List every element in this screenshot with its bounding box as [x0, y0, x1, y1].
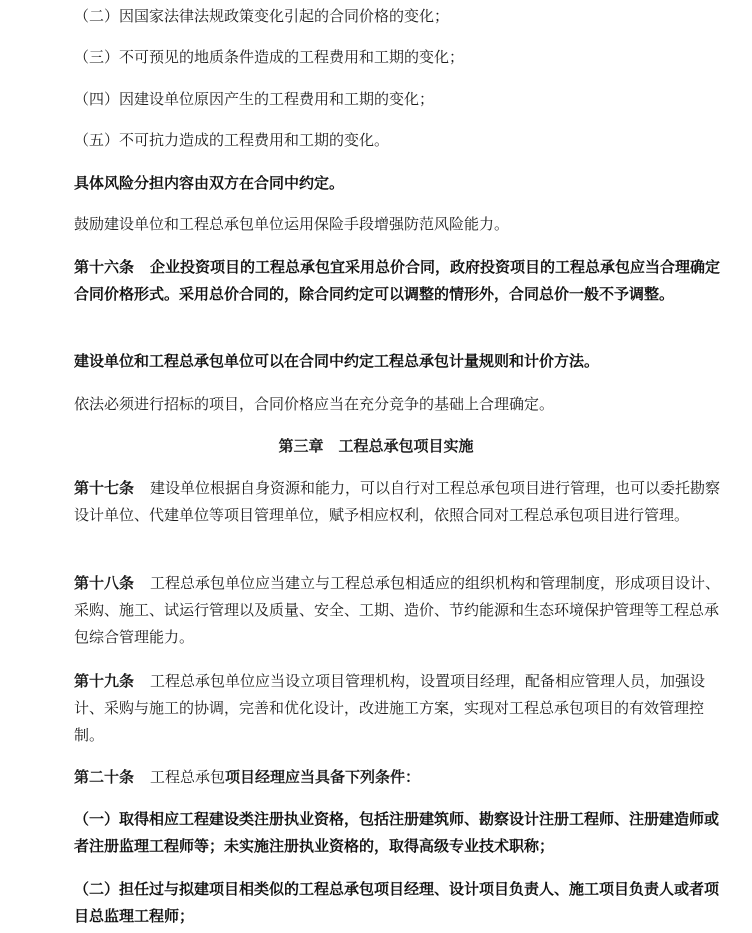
insurance-note: 鼓励建设单位和工程总承包单位运用保险手段增强防范风险能力。	[74, 215, 510, 233]
article-16-text: 企业投资项目的工程总承包宜采用总价合同，政府投资项目的工程总承包应当合理确定合同价格形式。采用总价合同的，除合同约定可以调整的情形外，合同总价一般不予调整。	[74, 258, 721, 303]
article-17-label: 第十七条	[74, 479, 135, 497]
condition-1: （一）取得相应工程建设类注册执业资格，包括注册建筑师、勘察设计注册工程师、注册建造师或者注册监理工程师等；未实施注册执业资格的，取得高级专业技术职称；	[74, 810, 720, 855]
list-item-2: （二）因国家法律法规政策变化引起的合同价格的变化；	[74, 7, 450, 25]
measurement-note: 建设单位和工程总承包单位可以在合同中约定工程总承包计量规则和计价方法。	[74, 352, 600, 370]
article-17	[74, 475, 724, 529]
article-19-text: 工程总承包单位应当设立项目管理机构，设置项目经理，配备相应管理人员，加强设计、采购与施工的协调，完善和优化设计，改进施工方案，实现对工程总承包项目的有效管理控制。	[74, 672, 706, 744]
article-19-label: 第十九条	[74, 672, 135, 690]
article-20	[74, 764, 724, 791]
article-18-label: 第十八条	[74, 574, 135, 592]
article-16-label: 第十六条	[74, 258, 135, 276]
article-18-text: 工程总承包单位应当建立与工程总承包相适应的组织机构和管理制度，形成项目设计、采购、施工、试运行管理以及质量、安全、工期、造价、节约能源和生态环境保护管理等工程总承包综合管理能力。	[74, 574, 721, 646]
article-16	[74, 254, 724, 308]
article-17-text: 建设单位根据自身资源和能力，可以自行对工程总承包项目进行管理，也可以委托勘察设计单位、代建单位等项目管理单位，赋予相应权利，依照合同对工程总承包项目进行管理。	[74, 479, 721, 524]
risk-sharing-note: 具体风险分担内容由双方在合同中约定。	[74, 174, 345, 192]
article-19	[74, 668, 724, 749]
article-20-label: 第二十条	[74, 768, 135, 786]
list-item-3: （三）不可预见的地质条件造成的工程费用和工期的变化；	[74, 48, 465, 66]
article-20-text-bold: 项目经理应当具备下列条件：	[225, 768, 421, 786]
condition-2: （二）担任过与拟建项目相类似的工程总承包项目经理、设计项目负责人、施工项目负责人或者项目总监理工程师；	[74, 880, 720, 925]
article-18	[74, 570, 724, 651]
article-20-text-plain: 工程总承包	[150, 768, 226, 786]
bidding-note: 依法必须进行招标的项目，合同价格应当在充分竞争的基础上合理确定。	[74, 395, 555, 413]
list-item-5: （五）不可抗力造成的工程费用和工期的变化。	[74, 131, 390, 149]
list-item-4: （四）因建设单位原因产生的工程费用和工期的变化；	[74, 90, 435, 108]
chapter-title: 第三章 工程总承包项目实施	[278, 437, 474, 455]
